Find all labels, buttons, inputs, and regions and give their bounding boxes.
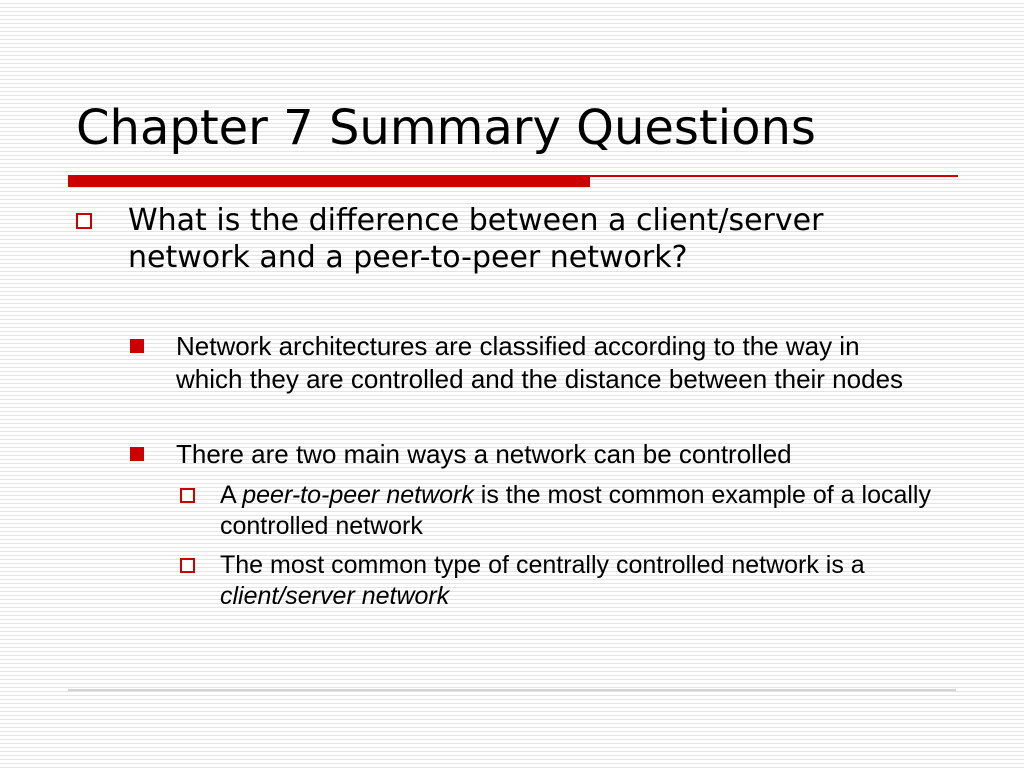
- bullet-client-server: [180, 550, 950, 612]
- text-run: A: [220, 481, 243, 509]
- text-run: is the most common example of a locally controlled network: [220, 481, 931, 540]
- bullet-architectures-text: Network architectures are classified according to the way in which they are controlled and the distance between their nodes: [176, 331, 904, 394]
- bullet-question-text: What is the difference between a client/server network and a peer-to-peer network?: [128, 203, 824, 275]
- bullet-question: [76, 202, 906, 276]
- title-underline-thick: [68, 175, 590, 187]
- emphasis-term: peer-to-peer network: [242, 481, 474, 509]
- text-run: The most common type of centrally controlled network is a: [220, 551, 865, 579]
- footer-divider: [68, 689, 956, 691]
- hollow-square-bullet-icon: [76, 213, 92, 229]
- filled-square-bullet-icon: [130, 339, 144, 353]
- bullet-control-ways-text: There are two main ways a network can be controlled: [176, 439, 792, 469]
- slide-title: Chapter 7 Summary Questions: [76, 100, 816, 156]
- title-underline-thin: [590, 175, 958, 177]
- bullet-client-server-text: [220, 550, 950, 612]
- bullet-architectures: [130, 330, 920, 396]
- bullet-peer-to-peer-text: [220, 480, 950, 542]
- bullet-control-ways: [130, 438, 920, 471]
- filled-square-bullet-icon: [130, 447, 144, 461]
- emphasis-term: client/server network: [220, 582, 450, 610]
- bullet-peer-to-peer: [180, 480, 950, 542]
- hollow-square-bullet-icon: [180, 488, 195, 503]
- hollow-square-bullet-icon: [180, 558, 195, 573]
